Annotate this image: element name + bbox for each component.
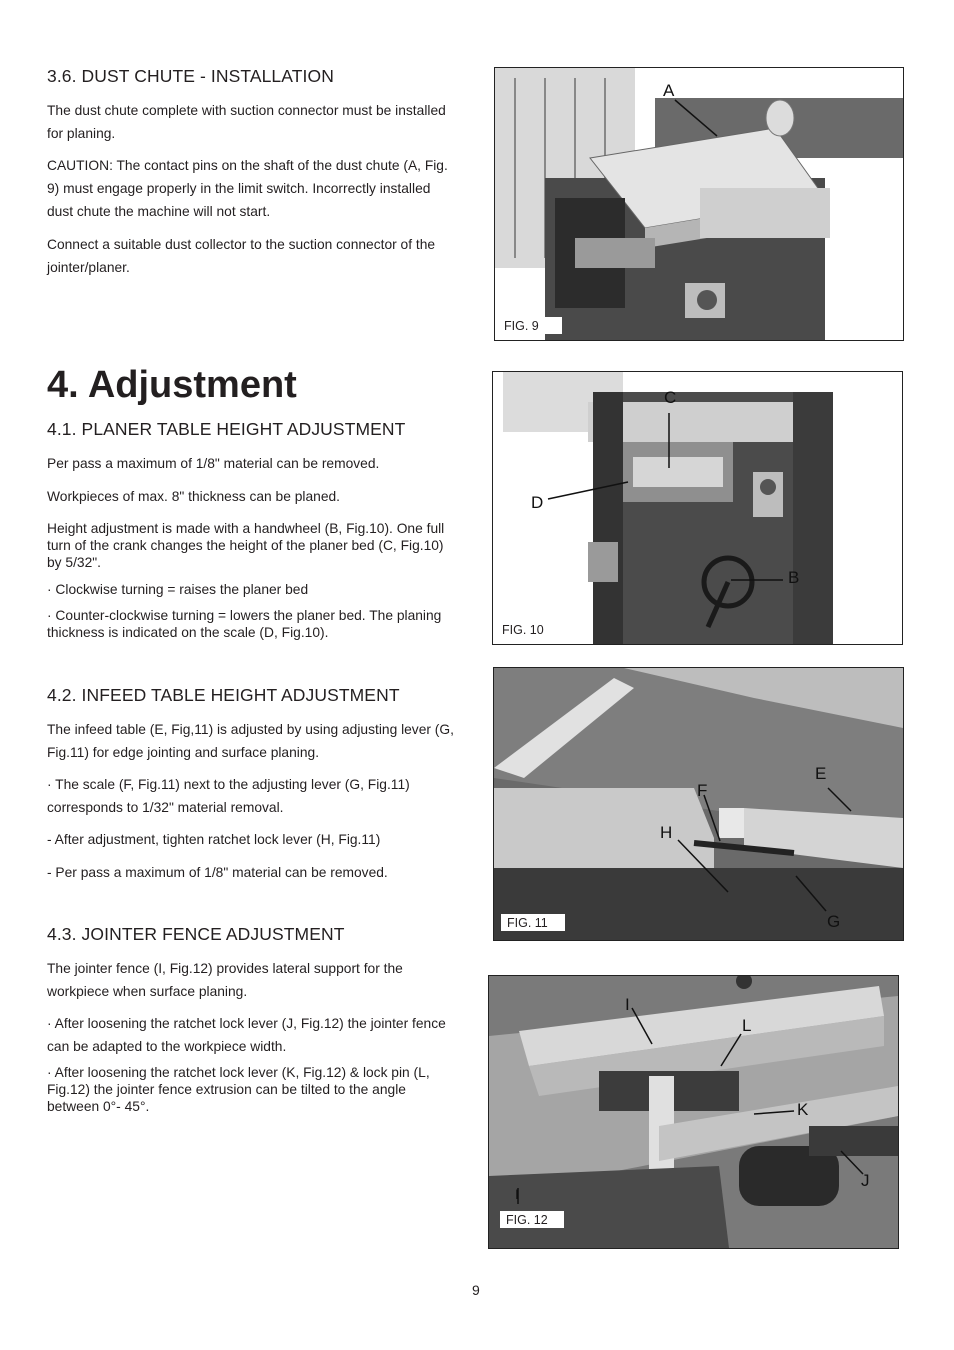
callout-i-lower: I xyxy=(515,1186,519,1202)
paragraph: The jointer fence (I, Fig.12) provides lateral support for the workpiece when surface planing. xyxy=(47,961,403,999)
paragraph: Height adjustment is made with a handwheel (B, Fig.10). One full turn of the crank changes the height of the planer bed (C, Fig.10) by 5/32". xyxy=(47,521,445,570)
callout-g: G xyxy=(827,912,841,931)
paragraph: Workpieces of max. 8" thickness can be planed. xyxy=(47,489,340,504)
paragraph: · The scale (F, Fig.11) next to the adjusting lever (G, Fig.11) corresponds to 1/32" material removal. xyxy=(47,777,410,815)
figure-10-photo xyxy=(492,371,903,645)
paragraph: · Clockwise turning = raises the planer bed xyxy=(47,582,309,597)
callout-b: B xyxy=(788,568,800,587)
chapter-title: 4. Adjustment xyxy=(47,364,297,406)
callout-d: D xyxy=(531,493,544,512)
paragraph: · Counter-clockwise turning = lowers the planer bed. The planing thickness is indicated on the scale (D, Fig.10). xyxy=(47,608,442,640)
paragraph: - After adjustment, tighten ratchet lock lever (H, Fig.11) xyxy=(47,832,381,847)
section-heading-dust-chute: 3.6. DUST CHUTE - INSTALLATION xyxy=(47,66,334,86)
figure-label: FIG. 11 xyxy=(501,914,565,931)
section-heading-jointer-fence: 4.3. JOINTER FENCE ADJUSTMENT xyxy=(47,924,345,944)
section-heading-infeed-table: 4.2. INFEED TABLE HEIGHT ADJUSTMENT xyxy=(47,685,400,705)
callout-lines xyxy=(494,668,903,940)
figure-label: FIG. 12 xyxy=(500,1211,564,1228)
paragraph: Per pass a maximum of 1/8" material can be removed. xyxy=(47,456,380,471)
figure-11-photo xyxy=(493,667,904,941)
figure-label: FIG. 9 xyxy=(498,317,562,334)
paragraph: Connect a suitable dust collector to the suction connector of the jointer/planer. xyxy=(47,237,436,275)
callout-a: A xyxy=(663,81,675,100)
callout-lines xyxy=(489,976,898,1248)
callout-h: H xyxy=(660,823,673,842)
paragraph: CAUTION: The contact pins on the shaft of the dust chute (A, Fig. 9) must engage properly in the limit switch. Incorrectly installed dust chute the machine will not start. xyxy=(47,158,448,219)
callout-k: K xyxy=(797,1100,809,1119)
figure-9-photo xyxy=(494,67,904,341)
figure-12-photo xyxy=(488,975,899,1249)
callout-f: F xyxy=(697,781,708,800)
callout-e: E xyxy=(815,764,827,783)
callout-i: I xyxy=(625,995,630,1014)
callout-l: L xyxy=(742,1016,752,1035)
figure-label: FIG. 10 xyxy=(502,623,544,637)
callout-j: J xyxy=(861,1171,870,1190)
page-number: 9 xyxy=(472,1282,480,1298)
paragraph: The dust chute complete with suction connector must be installed for planing. xyxy=(47,103,446,141)
paragraph: · After loosening the ratchet lock lever (J, Fig.12) the jointer fence can be adapted to the workpiece width. xyxy=(47,1016,446,1054)
section-heading-planer-table: 4.1. PLANER TABLE HEIGHT ADJUSTMENT xyxy=(47,419,406,439)
callout-lines xyxy=(495,68,903,340)
paragraph: - Per pass a maximum of 1/8" material can be removed. xyxy=(47,865,388,880)
callout-lines xyxy=(493,372,902,644)
paragraph: The infeed table (E, Fig,11) is adjusted by using adjusting lever (G, Fig.11) for edge jointing and surface planing. xyxy=(47,722,454,760)
paragraph: · After loosening the ratchet lock lever (K, Fig.12) & lock pin (L, Fig.12) the jointer fence extrusion can be tilted to the angle between 0°- 45°. xyxy=(47,1065,430,1114)
callout-c: C xyxy=(664,388,677,407)
